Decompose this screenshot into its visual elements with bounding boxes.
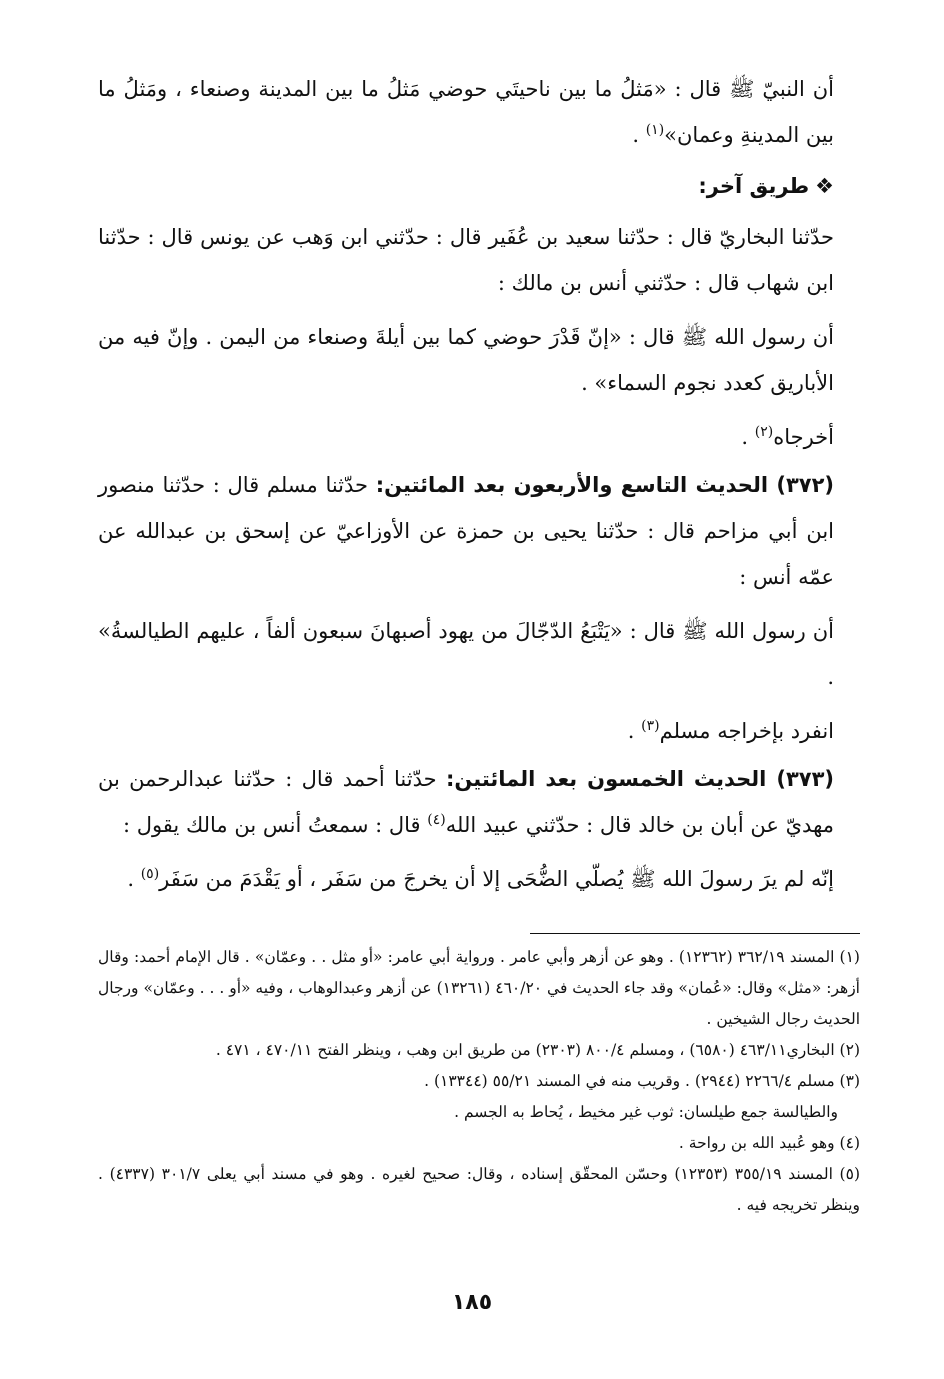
diamond-bullet-icon: ❖ [815,174,834,198]
footnote-4: (٤) وهو عُبيد الله بن رواحة . [678,1134,860,1152]
section-heading: ❖طريق آخر: [698,174,834,198]
footnote-ref-5[interactable]: (٥) [140,866,160,882]
paragraph-hadith-text-3: أن رسول الله ﷺ قال : «يَتْبَعُ الدّجّالَ من يهود أصبهانَ سبعون ألفاً ، عليهم الطيالسةُ» . [98,619,834,689]
paragraph-isnad-1: حدّثنا البخاريّ قال : حدّثنا سعيد بن عُفَير قال : حدّثني ابن وَهب عن يونس قال : حدّثنا ابن شهاب قال : حدّثني أنس بن مالك : [98,225,834,295]
paragraph-hadith-text-1: أن النبيّ ﷺ قال : «مَثلُ ما بين ناحيتَي حوضي مَثلُ ما بين المدينة وصنعاء ، ومَثلُ ما بين المدينةِ وعمان»$^{(١)}$ . [98,77,834,147]
main-text [98,66,860,910]
paragraph-hadith-text-2: أن رسول الله ﷺ قال : «إنّ قَدْرَ حوضي كما بين أيلةَ وصنعاء من اليمن . وإنّ فيه من الأباريق كعدد نجوم السماء» . [98,325,834,395]
footnote-ref-1[interactable]: (١) [645,122,665,138]
footnote-3-continuation: والطيالسة جمع طيلسان: ثوب غير مخيط ، يُحاط به الجسم . [454,1103,838,1121]
hadith-number-title-373: (٣٧٣) الحديث الخمسون بعد المائتين: [445,767,835,791]
footnote-3: (٣) مسلم ٢٢٦٦/٤ (٢٩٤٤) . وقريب منه في المسند ٥٥/٢١ (١٣٣٤٤) . [424,1072,860,1090]
footnote-ref-2[interactable]: (٢) [754,424,774,440]
footnote-5: (٥) المسند ٣٥٥/١٩ (١٢٣٥٣) وحسّن المحقّق إسناده ، وقال: صحيح لغيره . وهو في مسند أبي يعلى ٣٠١/٧ (٤٣٣٧) . وينظر تخريجه فيه . [98,1165,860,1214]
paragraph-hadith-373: (٣٧٣) الحديث الخمسون بعد المائتين: حدّثنا أحمد قال : حدّثنا عبدالرحمن بن مهديّ عن أبان بن خالد قال : حدّثني عبيد الله$^{(٤)}$ قال : سمعتُ أنس بن مالك يقول : [98,767,835,837]
footnote-ref-4[interactable]: (٤) [427,812,446,828]
footnotes [98,942,860,1221]
paragraph-hadith-372: (٣٧٢) الحديث التاسع والأربعون بعد المائتين: حدّثنا مسلم قال : حدّثنا منصور ابن أبي مزاحم قال : حدّثنا يحيى بن حمزة عن الأوزاعيّ عن إسحق بن عبدالله عن عمّه أنس : [98,473,834,589]
footnote-1: (١) المسند ٣٦٢/١٩ (١٢٣٦٢) . وهو عن أزهر وأبي عامر . ورواية أبي عامر: «أو مثل . . وعمّان» . قال الإمام أحمد: وقال أزهر: «مثل» وقال: «عُمان» وقد جاء الحديث في ٤٦٠/٢٠ (١٣٢٦١) عن أزهر وعبدالوهاب ، وفيه «أو . . . وعمّان» ورجال الحديث رجال الشيخين . [97,948,860,1028]
page-number: ١٨٥ [451,1290,493,1315]
footnote-ref-3[interactable]: (٣) [641,718,660,734]
hadith-number-title-372: (٣٧٢) الحديث التاسع والأربعون بعد المائتين: [375,473,834,497]
paragraph-takhrij-1: أخرجاه$^{(٢)}$ . [741,424,834,449]
paragraph-hadith-text-4: إنّه لم يرَ رسولَ الله ﷺ يُصلّي الضُّحَى إلا أن يخرجَ من سَفَر ، أو يَقْدَمَ من سَفَر$^{(٥)}$ . [127,866,834,891]
footnote-2: (٢) البخاري٤٦٣/١١ (٦٥٨٠) ، ومسلم ٨٠٠/٤ (٢٣٠٣) من طريق ابن وهب ، وينظر الفتح ٤٧٠/١١ ، ٤٧١ . [215,1041,860,1059]
footnote-divider [530,933,860,934]
paragraph-takhrij-2: انفرد بإخراجه مسلم$^{(٣)}$ . [627,718,834,743]
